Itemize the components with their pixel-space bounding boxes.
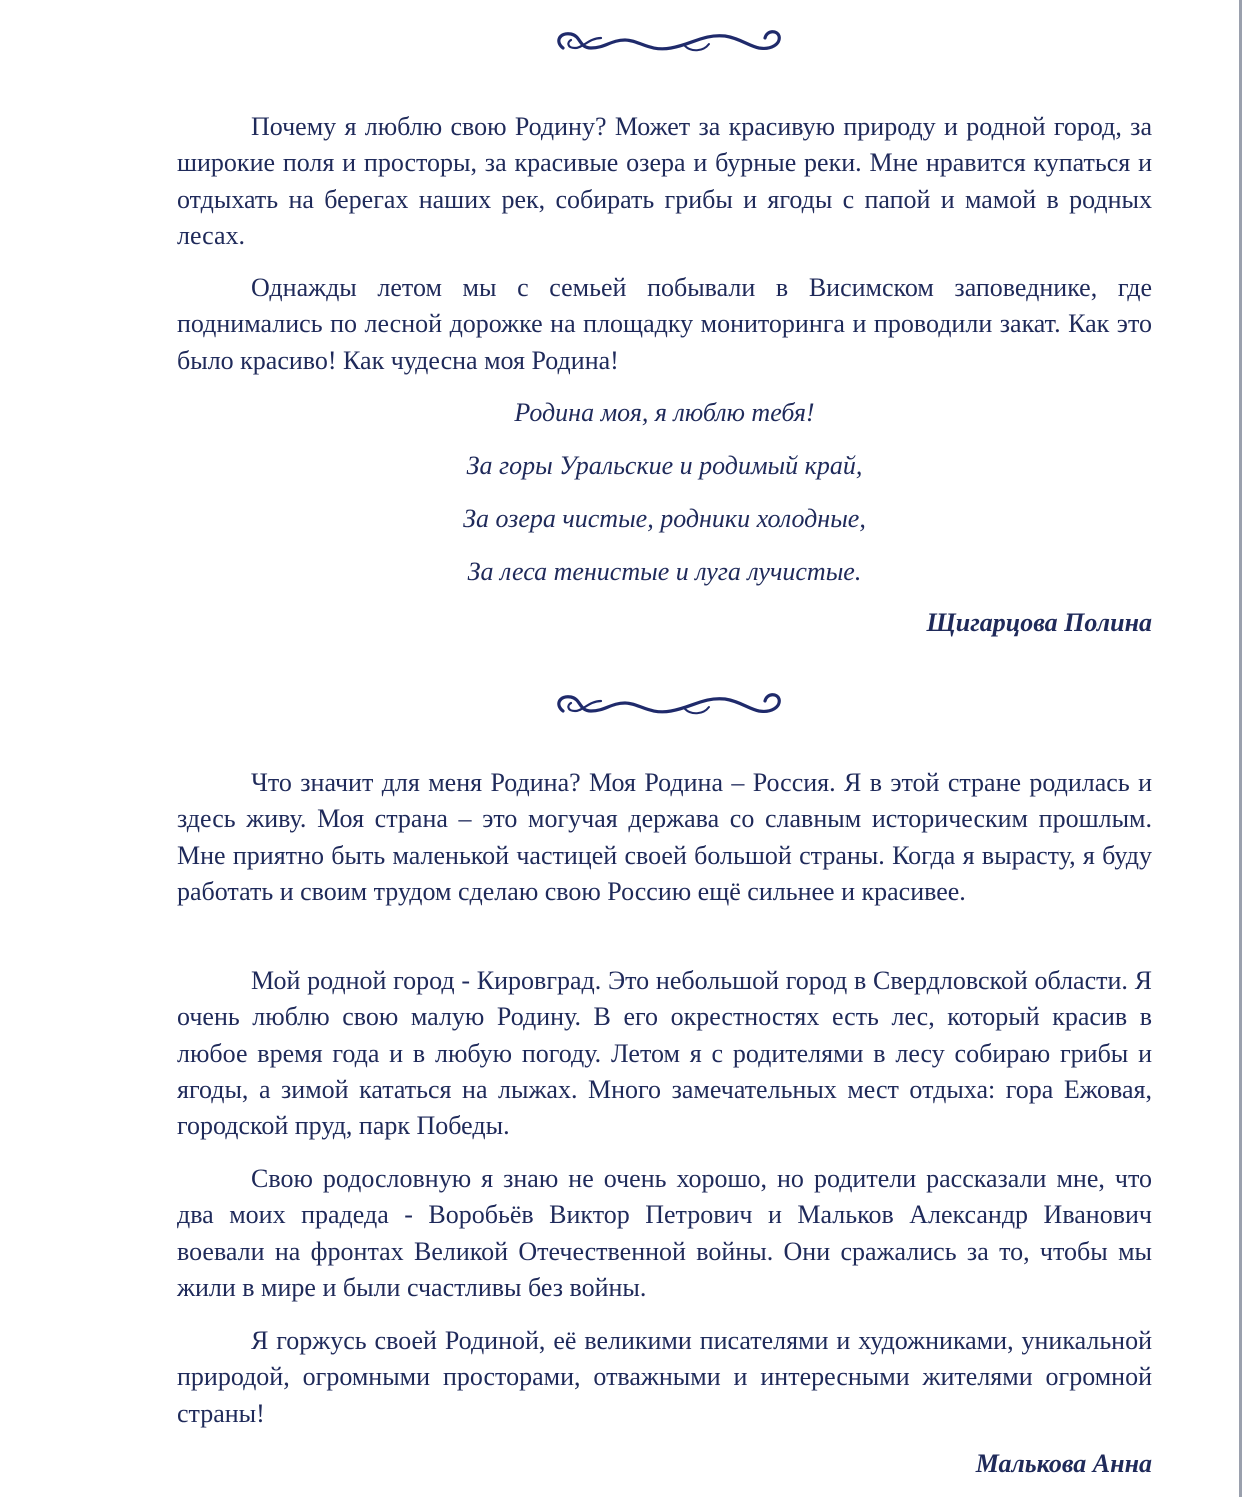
- essay2-paragraph-4: Я горжусь своей Родиной, её великими писателями и художниками, уникальной природой, огромными просторами, отважными и интересными жителями огромной страны!: [177, 1326, 1152, 1428]
- author-signature-1: Щигарцова Полина: [926, 608, 1152, 637]
- flourish-divider-top: [553, 26, 788, 60]
- poem-line: За леса тенистые и луга лучистые.: [467, 557, 862, 586]
- poem-line: За горы Уральские и родимый край,: [466, 451, 863, 480]
- poem-line: Родина моя, я люблю тебя!: [514, 398, 815, 427]
- author-signature-2: Малькова Анна: [975, 1449, 1152, 1478]
- poem: [177, 386, 1152, 598]
- essay2-paragraph-2: Мой родной город - Кировград. Это небольшой город в Свердловской области. Я очень люблю свою малую Родину. В его окрестностях есть лес, который красив в любое время года и в любую погоду. Летом я с родителями в лесу собираю грибы и ягоды, а зимой кататься на лыжах. Много замечательных мест отдыха: гора Ежовая, городской пруд, парк Победы.: [177, 966, 1152, 1141]
- flourish-divider-middle: [553, 689, 788, 723]
- essay2-paragraph-3: Свою родословную я знаю не очень хорошо, но родители рассказали мне, что два моих прадеда - Воробьёв Виктор Петрович и Мальков Александр Иванович воевали на фронтах Великой Отечественной войны. Они сражались за то, чтобы мы жили в мире и были счастливы без войны.: [177, 1164, 1152, 1302]
- flourish-ornament-icon: [553, 689, 788, 723]
- poem-line: За озера чистые, родники холодные,: [463, 504, 866, 533]
- flourish-ornament-icon: [553, 26, 788, 60]
- essay1-paragraph-1: Почему я люблю свою Родину? Может за красивую природу и родной город, за широкие поля и просторы, за красивые озера и бурные реки. Мне нравится купаться и отдыхать на берегах наших рек, собирать грибы и ягоды с папой и мамой в родных лесах.: [177, 112, 1152, 250]
- essay1-paragraph-2: Однажды летом мы с семьей побывали в Висимском заповеднике, где поднимались по лесной дорожке на площадку мониторинга и проводили закат. Как это было красиво! Как чудесна моя Родина!: [177, 273, 1152, 375]
- essay2-paragraph-1: Что значит для меня Родина? Моя Родина – Россия. Я в этой стране родилась и здесь живу. Моя страна – это могучая держава со славным историческим прошлым. Мне приятно быть маленькой частицей своей большой страны. Когда я вырасту, я буду работать и своим трудом сделаю свою Россию ещё сильнее и красивее.: [177, 768, 1152, 906]
